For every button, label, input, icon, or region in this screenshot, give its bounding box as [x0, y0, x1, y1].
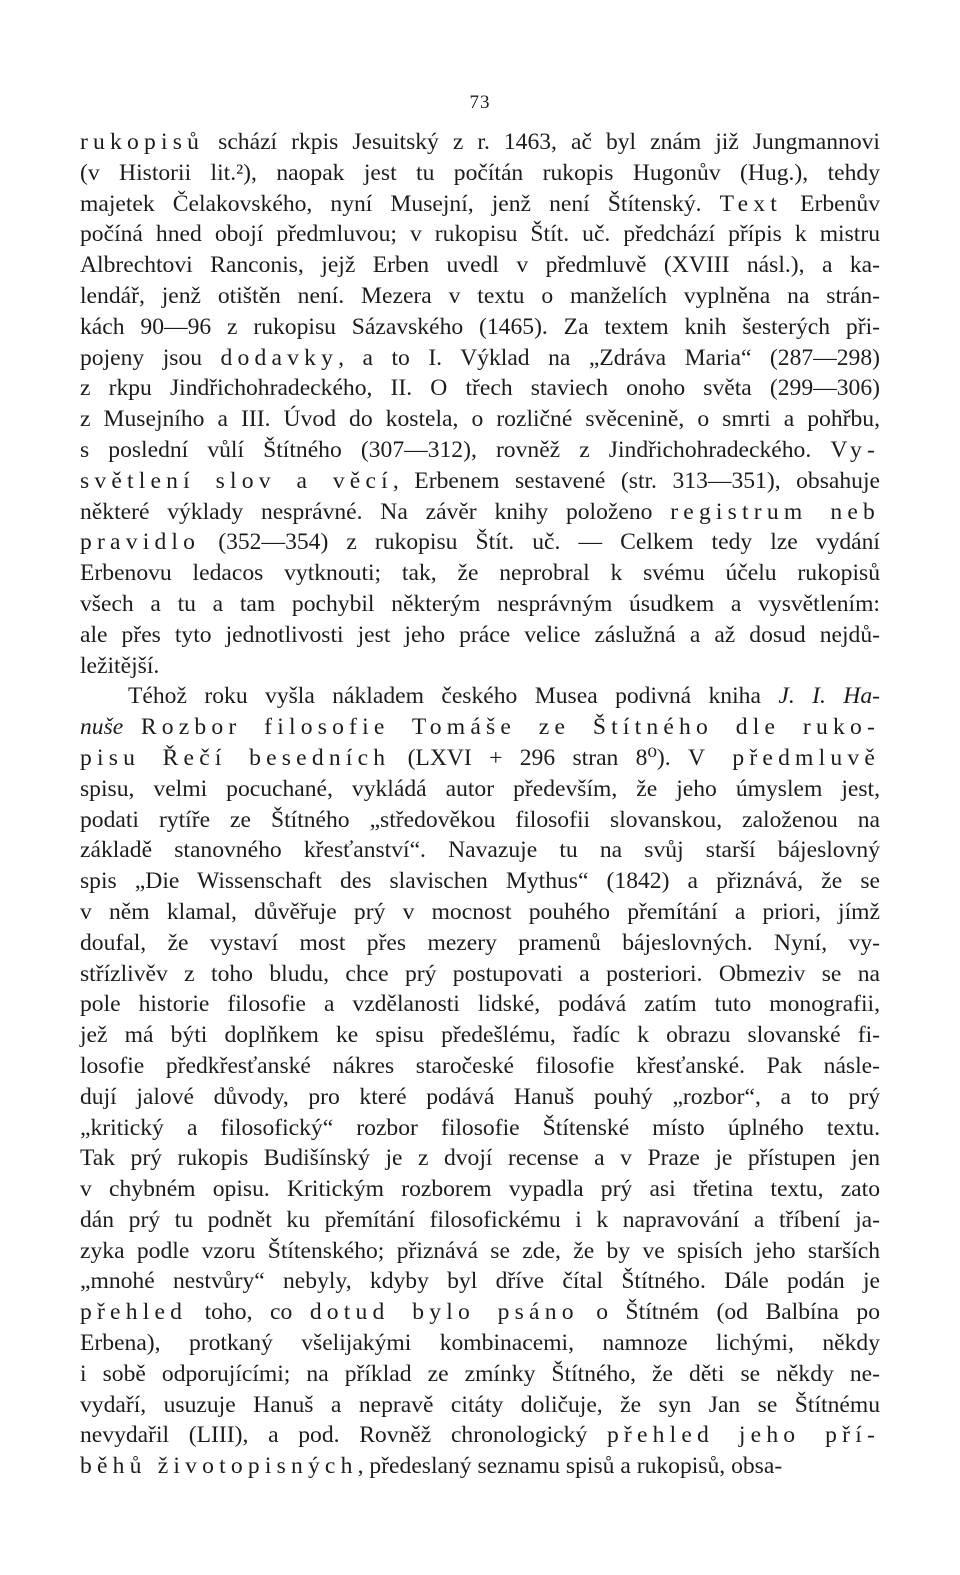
text-run: , předeslaný seznamu spisů a rukopisů, obsa-	[357, 1453, 783, 1480]
text-run: z Musejního a III. Úvod do kostela, o rozličné svěcenině, o smrti a pohřbu,	[80, 406, 880, 433]
text-run	[123, 714, 141, 740]
text-run: schází rkpis Jesuitský z r. 1463, ač byl znám již Jungmannovi	[204, 129, 880, 155]
text-line	[80, 189, 880, 220]
text-line	[80, 1082, 880, 1113]
text-line	[80, 1390, 880, 1421]
text-line	[80, 558, 880, 589]
text-run: s poslední vůlí Štítného (307—312), rovněž z Jindřichohradeckého.	[80, 436, 831, 463]
text-line	[80, 1297, 880, 1328]
text-line	[80, 373, 880, 404]
page-number: 73	[469, 92, 491, 113]
text-line	[80, 835, 880, 866]
text-line	[80, 281, 880, 312]
text-run: majetek Čelakovského, nyní Musejní, jenž není Štítenský.	[80, 190, 720, 217]
text-run: Albrechtovi Ranconis, jejž Erben uvedl v předmluvě (XVIII násl.), a ka-	[80, 252, 880, 279]
text-line	[80, 1020, 880, 1051]
text-line	[80, 1205, 880, 1236]
text-line	[80, 712, 880, 743]
text-run: nevydařil (LIII), a pod. Rovněž chronologický	[80, 1422, 607, 1449]
text-line	[80, 219, 880, 250]
text-run: (352—354) z rukopisu Štít. uč. — Celkem tedy lze vydání	[200, 529, 880, 556]
text-run: Erbenovu ledacos vytknouti; tak, že neprobral k svému účelu rukopisů	[80, 560, 880, 587]
text-line	[80, 404, 880, 435]
text-line	[80, 989, 880, 1020]
text-line	[80, 1328, 880, 1359]
text-run: , a to I. Výklad na „Zdráva Maria“ (287—298)	[338, 344, 881, 371]
text-line	[80, 1051, 880, 1082]
text-line	[80, 1420, 880, 1451]
spaced-emphasis: dodavky	[220, 344, 339, 371]
text-run: základě stanovného křesťanství“. Navazuje tu na svůj starší bájeslovný	[80, 837, 880, 864]
text-run: doufal, že vystaví most přes mezery pramenů bájeslovných. Nyní, vy-	[80, 929, 880, 956]
text-line	[80, 343, 880, 374]
spaced-emphasis: Text	[719, 190, 782, 217]
spaced-emphasis: Rozbor filosofie Tomáše ze Štítného dle ruko-	[140, 714, 880, 741]
spaced-emphasis: přehled	[80, 1299, 188, 1326]
text-line	[80, 466, 880, 497]
text-run: o Štítném (od Balbína po	[578, 1299, 880, 1326]
text-run: počíná hned obojí předmluvou; v rukopisu Štít. uč. předchází přípis k mistru	[80, 221, 880, 248]
text-run: Tak prý rukopis Budišínský je z dvojí recense a v Praze je přístupen jen	[80, 1145, 880, 1172]
spaced-emphasis: pisu Řečí besedních	[80, 744, 391, 771]
text-line	[80, 1451, 880, 1482]
text-run: v něm klamal, důvěřuje prý v mocnost pouhého přemítání a priori, jímž	[80, 898, 880, 925]
text-line	[80, 527, 880, 558]
spaced-emphasis: běhů životopisných	[80, 1453, 358, 1480]
text-run: v chybném opisu. Kritickým rozborem vypadla prý asi třetina textu, zato	[80, 1176, 880, 1203]
text-line	[80, 681, 880, 712]
text-line	[80, 1359, 880, 1390]
text-line	[80, 1266, 880, 1297]
text-run: vydaří, usuzuje Hanuš a nepravě citáty doličuje, že syn Jan se Štítnému	[80, 1391, 880, 1418]
text-run: zyka podle vzoru Štítenského; přiznává se zde, že by ve spisích jeho starších	[80, 1237, 880, 1264]
text-run: , Erbenem sestavené (str. 313—351), obsahuje	[392, 467, 880, 494]
text-run: střízlivěv z toho bludu, chce prý postupovati a posteriori. Obmeziv se na	[80, 960, 880, 987]
text-line	[80, 897, 880, 928]
italic-emphasis: nuše	[80, 714, 124, 741]
text-line	[80, 1174, 880, 1205]
text-line	[80, 589, 880, 620]
text-line	[80, 312, 880, 343]
text-line	[80, 1143, 880, 1174]
text-line	[80, 1113, 880, 1144]
text-run: (v Historii lit.²), naopak jest tu počítán rukopis Hugonův (Hug.), tehdy	[80, 159, 880, 186]
text-line	[80, 928, 880, 959]
spaced-emphasis: rukopisů	[80, 129, 205, 155]
text-run: Erbena), protkaný všelijakými kombinacemi, namnoze lichými, někdy	[80, 1330, 880, 1357]
spaced-emphasis: V předmluvě	[688, 744, 880, 771]
spaced-emphasis: dotud bylo psáno	[309, 1299, 579, 1326]
text-line	[80, 651, 880, 682]
text-run: „kritický a filosofický“ rozbor filosofie Štítenské místo úplného textu.	[80, 1114, 880, 1141]
text-line	[80, 805, 880, 836]
text-run: spisu, velmi pocuchané, vykládá autor především, že jeho úmyslem jest,	[80, 775, 880, 802]
text-run: Erbenův	[781, 190, 880, 217]
text-line	[80, 435, 880, 466]
text-line	[80, 1236, 880, 1267]
text-run: některé výklady nesprávné. Na závěr knihy položeno	[80, 498, 671, 525]
text-line	[80, 127, 880, 158]
text-run: losofie předkřesťanské nákres staročeské filosofie křesťanské. Pak násle-	[80, 1052, 880, 1079]
text-line	[80, 866, 880, 897]
text-line	[80, 250, 880, 281]
italic-emphasis: J. I. Ha-	[778, 683, 880, 710]
spaced-emphasis: Vy-	[830, 436, 880, 463]
text-line	[80, 158, 880, 189]
text-run: z rkpu Jindřichohradeckého, II. O třech staviech onoho světa (299—306)	[80, 375, 880, 402]
text-line	[80, 774, 880, 805]
text-run: Téhož roku vyšla nákladem českého Musea podivná kniha	[128, 683, 779, 710]
spaced-emphasis: přehled jeho pří-	[606, 1422, 881, 1449]
text-run: pole historie filosofie a vzdělanosti lidské, podává zatím tuto monografii,	[80, 991, 880, 1018]
text-run: ale přes tyto jednotlivosti jest jeho práce velice záslužná a až dosud nejdů-	[80, 621, 880, 648]
spaced-emphasis: pravidlo	[80, 529, 201, 556]
text-run: dují jalové důvody, pro které podává Hanuš pouhý „rozbor“, a to prý	[80, 1083, 880, 1110]
text-run: (LXVI + 296 stran 8⁰).	[390, 744, 689, 771]
text-line	[80, 959, 880, 990]
spaced-emphasis: registrum neb	[670, 498, 880, 525]
text-run: ležitější.	[80, 652, 160, 679]
text-run: „mnohé nestvůry“ nebyly, kdyby byl dříve čítal Štítného. Dále podán je	[80, 1268, 880, 1295]
text-run: podati rytíře ze Štítného „středověkou filosofii slovanskou, založenou na	[80, 806, 880, 833]
text-run: kách 90—96 z rukopisu Sázavského (1465). Za textem knih šesterých při-	[80, 313, 880, 340]
text-run: dán prý tu podnět ku přemítání filosofickému i k napravování a tříbení ja-	[80, 1206, 880, 1233]
text-run: toho, co	[187, 1299, 310, 1326]
body-text	[80, 127, 880, 1482]
text-run: spis „Die Wissenschaft des slavischen Mythus“ (1842) a přiznává, že se	[80, 868, 880, 895]
text-run: jež má býti doplňkem ke spisu předešlému, řadíc k obrazu slovanské fi-	[80, 1022, 880, 1049]
text-line	[80, 743, 880, 774]
text-run: pojeny jsou	[80, 344, 221, 371]
text-run: lendář, jenž otištěn není. Mezera v textu o manželích vyplněna na strán-	[80, 282, 880, 309]
text-line	[80, 620, 880, 651]
spaced-emphasis: světlení slov a věcí	[80, 467, 393, 494]
text-run: i sobě odporujícími; na příklad ze zmínky Štítného, že děti se někdy ne-	[80, 1360, 880, 1387]
text-line	[80, 497, 880, 528]
text-run: všech a tu a tam pochybil některým nesprávným úsudkem a vysvětlením:	[80, 590, 880, 617]
